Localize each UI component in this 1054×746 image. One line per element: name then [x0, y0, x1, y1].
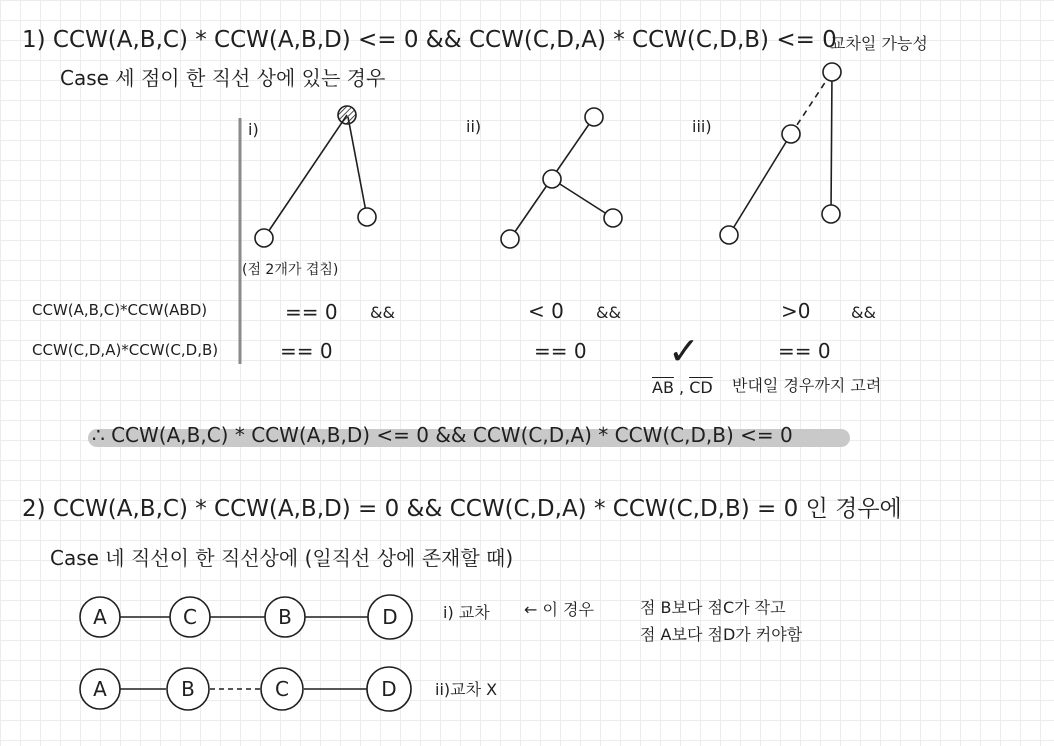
row2-node-c-label: C	[275, 677, 289, 701]
case-iii-segment-1	[729, 134, 791, 235]
row1-note-line2: 점 A보다 점D가 커야함	[640, 625, 803, 644]
row2-label: ii)교차 X	[435, 680, 498, 699]
case-i-row1-value: == 0	[285, 300, 338, 324]
case-ii-node-bottom	[501, 230, 519, 248]
row2-node-b-label: B	[181, 677, 195, 701]
case-ii-node-right	[604, 209, 622, 227]
reverse-note: 반대일 경우까지 고려	[732, 376, 882, 395]
segment-cd: $\overline{CD}$	[689, 378, 713, 397]
case-iii-row2-value: == 0	[778, 339, 831, 363]
case-iii-extension	[791, 72, 832, 134]
row1-label: i) 교차	[443, 603, 490, 622]
case-ii-node-top	[585, 108, 603, 126]
case-iii-node-middle	[782, 125, 800, 143]
row1-node-d-label: D	[382, 605, 398, 629]
case-i-segment-2	[348, 117, 367, 217]
row1-note-line1: 점 B보다 점C가 작고	[640, 598, 786, 617]
row2-node-d-label: D	[381, 677, 397, 701]
section2-case-label: Case 네 직선이 한 직선상에 (일직선 상에 존재할 때)	[50, 546, 514, 570]
case-iii-and: &&	[851, 303, 876, 322]
case-iii-node-right	[822, 205, 840, 223]
row1-arrow-note: ← 이 경우	[524, 600, 594, 619]
case-i-and: &&	[370, 303, 395, 322]
case-iii-segment-2	[831, 72, 832, 214]
case-iii-label: iii)	[692, 117, 712, 136]
reverse-segments: $\overline{AB}$ , $\overline{CD}$	[652, 378, 713, 397]
case-iii-node-bottom	[720, 226, 738, 244]
check-icon: ✓	[668, 329, 700, 373]
case-i-segment-1	[264, 115, 347, 238]
case-iii-node-top	[823, 63, 841, 81]
case-iii-row1-value: >0	[781, 299, 811, 323]
case-ii-label: ii)	[466, 117, 482, 136]
case-ii-row2-value: == 0	[534, 339, 587, 363]
case-ii-node-middle	[543, 170, 561, 188]
possibility-note: 교차일 가능성	[830, 34, 928, 53]
segment-ab: $\overline{AB}$	[652, 378, 674, 397]
conclusion: ∴ CCW(A,B,C) * CCW(A,B,D) <= 0 && CCW(C,D,A) * CCW(C,D,B) <= 0	[92, 423, 793, 447]
case-i-node-overlap	[338, 106, 356, 124]
section1-title: 1) CCW(A,B,C) * CCW(A,B,D) <= 0 && CCW(C,D,A) * CCW(C,D,B) <= 0	[22, 27, 837, 53]
row1-node-a-label: A	[93, 605, 107, 629]
section2-title: 2) CCW(A,B,C) * CCW(A,B,D) = 0 && CCW(C,D,A) * CCW(C,D,B) = 0 인 경우에	[22, 496, 902, 522]
section1-case-label: Case 세 점이 한 직선 상에 있는 경우	[60, 66, 386, 90]
case-i-node-bottom	[255, 229, 273, 247]
row-label-abcd: CCW(A,B,C)*CCW(ABD)	[32, 301, 208, 319]
case-ii-segment-2	[552, 179, 613, 218]
row-label-cdab: CCW(C,D,A)*CCW(C,D,B)	[32, 341, 219, 359]
row1-node-b-label: B	[278, 605, 292, 629]
case-ii-row1-value: < 0	[528, 299, 564, 323]
overlap-note: (점 2개가 겹침)	[242, 262, 339, 278]
case-ii-and: &&	[596, 303, 621, 322]
row2-node-a-label: A	[93, 677, 107, 701]
case-i-node-right	[358, 208, 376, 226]
row1-node-c-label: C	[183, 605, 197, 629]
case-i-row2-value: == 0	[280, 339, 333, 363]
case-i-label: i)	[248, 120, 259, 139]
